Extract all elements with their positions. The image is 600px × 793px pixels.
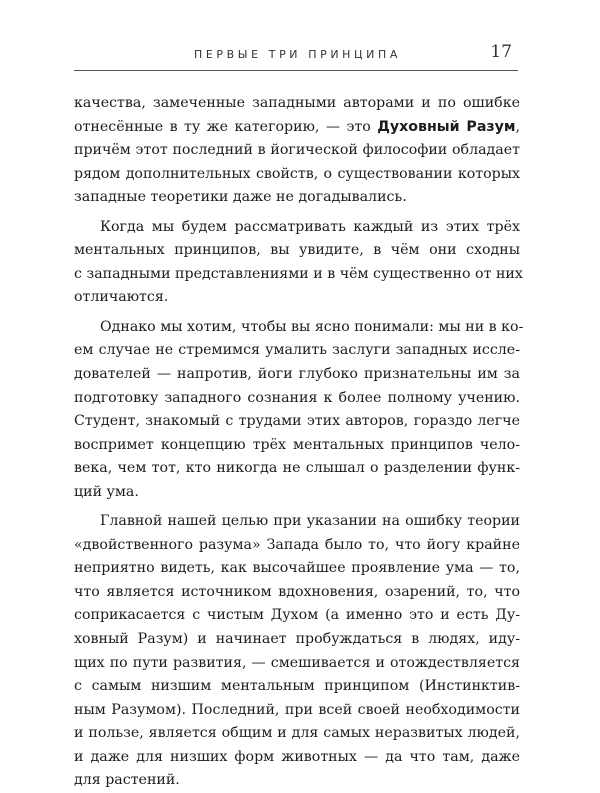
- text-line: западные теоретики даже не догадывались.: [74, 189, 407, 206]
- text-line: ментальных принципов, вы увидите, в чём они сходны: [74, 242, 520, 259]
- text-line: и даже для низших форм животных — да что там, даже: [74, 748, 520, 765]
- page-number: 17: [490, 42, 512, 62]
- text-line: Когда мы будем рассматривать каждый из этих трёх: [100, 218, 520, 235]
- text-line: «двойственного разума» Запада было то, что йогу крайне: [74, 536, 520, 553]
- text-line: дователей — напротив, йоги глубоко признательны им за: [74, 366, 520, 383]
- paragraph: [74, 316, 524, 504]
- text-line: причём этот последний в йогической философии обладает: [74, 142, 520, 159]
- text-line: подготовку западного сознания к более полному учению.: [74, 389, 520, 406]
- text-line: с западными представлениями и в чём существенно от них: [74, 265, 523, 282]
- text-line: соприкасается с чистым Духом (а именно это и есть Ду-: [74, 607, 520, 624]
- text-line: ций ума.: [74, 483, 139, 500]
- text-line: щих по пути развития, — смешивается и отождествляется: [74, 654, 520, 671]
- text-line: отличаются.: [74, 289, 169, 306]
- header-divider: [74, 70, 518, 71]
- page-header: [74, 42, 518, 72]
- text-line: Студент, знакомый с трудами этих авторов, гораздо легче: [74, 413, 520, 430]
- text-line: ным Разумом). Последний, при всей своей необходимости: [74, 701, 520, 718]
- text-line: ховный Разум) и начинает пробуждаться в людях, иду-: [74, 631, 520, 648]
- paragraph: [74, 510, 520, 793]
- text-line: что является источником вдохновения, озарений, то, что: [74, 583, 520, 600]
- text-line: Однако мы хотим, чтобы вы ясно понимали: мы ни в ко-: [100, 318, 524, 335]
- text-line: рядом дополнительных свойств, о существовании которых: [74, 165, 520, 182]
- paragraph: [74, 92, 520, 210]
- paragraph: [74, 216, 523, 310]
- text-line: Главной нашей целью при указании на ошибку теории: [100, 513, 520, 530]
- text-line: отнесённые в ту же категорию, — это Духовный Разум,: [74, 118, 520, 135]
- text-line: неприятно видеть, как высочайшее проявление ума — то,: [74, 560, 520, 577]
- text-line: качества, замеченные западными авторами и по ошибке: [74, 95, 520, 111]
- text-line: с самым низшим ментальным принципом (Инстинктив-: [74, 678, 520, 695]
- text-line: для растений.: [74, 772, 180, 789]
- text-line: ем случае не стремимся умалить заслуги западных иссле-: [74, 342, 520, 359]
- text-line: и пользе, является общим и для самых неразвитых людей,: [74, 725, 520, 742]
- text-line: века, чем тот, кто никогда не слышал о разделении функ-: [74, 460, 520, 477]
- text-line: воспримет концепцию трёх ментальных принципов чело-: [74, 436, 520, 453]
- body-text: [74, 92, 524, 793]
- running-title: ПЕРВЫЕ ТРИ ПРИНЦИПА: [194, 48, 402, 61]
- bold-term: Духовный Разум: [377, 118, 516, 135]
